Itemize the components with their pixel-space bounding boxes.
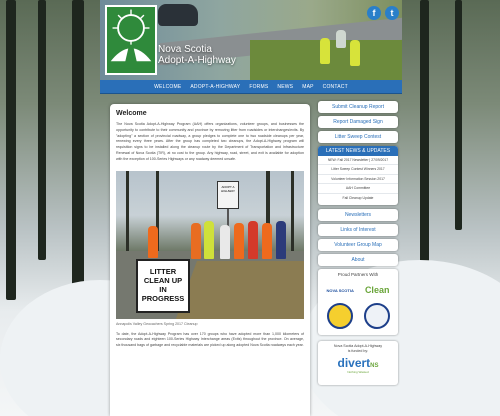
nav-contact[interactable]: CONTACT (322, 83, 348, 90)
main-nav (100, 80, 402, 94)
funded-by-panel: Nova Scotia Adopt-A-Highway is funded by: divertNS Nothing Wasted (318, 341, 398, 385)
litter-cleanup-sign: LITTER CLEAN UP IN PROGRESS (136, 259, 190, 313)
news-panel (318, 146, 398, 205)
adopt-sign: ADOPT A HIGHWAY (217, 181, 239, 209)
news-heading: LATEST NEWS & UPDATES (318, 146, 398, 156)
volunteer-group-map-button[interactable]: Volunteer Group Map (318, 239, 398, 251)
site-logo[interactable] (105, 5, 157, 75)
nav-forms[interactable]: FORMS (249, 83, 269, 90)
newsletters-button[interactable]: Newsletters (318, 209, 398, 221)
twitter-icon[interactable]: t (385, 6, 399, 20)
intro-paragraph: The Nova Scotia Adopt-A-Highway Program (AAH) offers organizations, volunteer groups, and businesses the opportunity to contribute to their community and province by removing litter from roadsides or interchanges/exits. By "adopting" a section of provincial roadway, a group pledges to complete one to two roadside cleanups per year, renewing every three years. After the group has completed two cleanups, the Adopt-A-Highway program will requisition signs to be installed along the cleanup route by the Department of Transportation and Infrastructure Renewal of Nova Scotia (TIR), at no cost to the group. Any highway, road, street, and exit is available for adoption with the exception of 100-Series Highways or any roadway deemed unsafe. (116, 122, 304, 161)
news-item[interactable]: Volunteer Information Session 2017 (318, 175, 398, 184)
page-title: Welcome (116, 110, 147, 117)
facebook-icon[interactable]: f (367, 6, 381, 20)
cub-scouts-logo[interactable] (364, 303, 390, 329)
car-image (158, 4, 198, 26)
sidebar (318, 101, 398, 385)
nav-map[interactable]: MAP (302, 83, 314, 90)
submit-cleanup-report-button[interactable]: Submit Cleanup Report (318, 101, 398, 113)
report-damaged-sign-button[interactable]: Report Damaged Sign (318, 116, 398, 128)
nova-scotia-logo[interactable]: NOVA SCOTIA (326, 287, 354, 293)
links-of-interest-button[interactable]: Links of Interest (318, 224, 398, 236)
site-title: Nova Scotia Adopt-A-Highway (158, 44, 236, 66)
news-item[interactable]: Litter Sweep Contest Winners 2017 (318, 165, 398, 174)
photo-caption: Annapolis Valley Geocachers Spring 2017 Cleanup (116, 321, 198, 326)
nav-welcome[interactable]: WELCOME (154, 83, 182, 90)
partners-panel: Proud Partners With NOVA SCOTIA Clean (318, 269, 398, 335)
lions-club-logo[interactable] (327, 303, 353, 329)
main-content (110, 104, 310, 416)
site-container (100, 0, 402, 416)
nav-news[interactable]: NEWS (277, 83, 294, 90)
divert-ns-logo[interactable]: divertNS (337, 356, 379, 371)
about-button[interactable]: About (318, 254, 398, 266)
news-item[interactable]: Fall Cleanup Update (342, 195, 374, 200)
nav-adopt-a-highway[interactable]: ADOPT-A-HIGHWAY (190, 83, 241, 90)
news-item[interactable]: AAH Committee (318, 184, 398, 193)
outro-paragraph: To date, the Adopt-A-Highway Program has over 170 groups who have adopted more than 1,000 kilometers of secondary roads and eighteen 100-Series Highway Interchange areas (Exits) throughout the province. On average, six thousand bags of garbage and recyclable materials are picked up along adopted Nova Scotia roadways each year. (116, 331, 304, 348)
news-item[interactable]: NEW: Fall 2017 Newsletter | 27/09/2017 (318, 156, 398, 165)
litter-sweep-contest-button[interactable]: Litter Sweep Contest (318, 131, 398, 143)
header-banner (100, 0, 402, 80)
cleanup-photo (116, 171, 304, 319)
clean-logo[interactable]: Clean (364, 285, 390, 296)
